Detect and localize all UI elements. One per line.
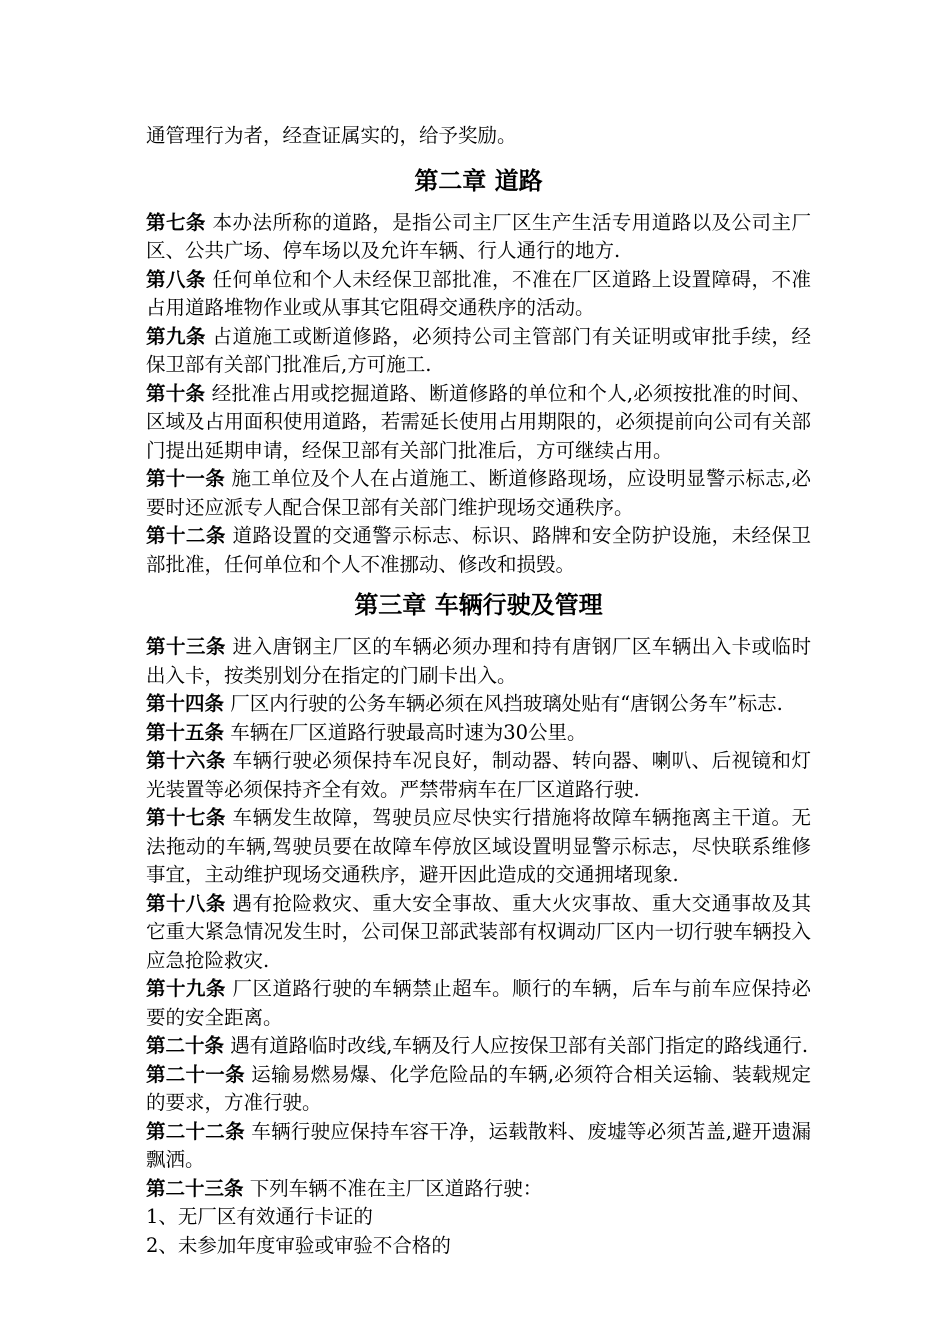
article-text: 本办法所称的道路，是指公司主厂区生产生活专用道路以及公司主厂区、公共广场、停车场以及允许车辆、行人通行的地方. — [146, 210, 811, 262]
article-10 — [146, 380, 811, 466]
article-9 — [146, 323, 811, 380]
article-label: 第二十二条 — [146, 1119, 245, 1143]
article-label: 第十三条 — [146, 635, 226, 658]
article-label: 第二十条 — [146, 1034, 225, 1057]
article-text: 车辆发生故障，驾驶员应尽快实行措施将故障车辆拖离主干道。无法拖动的车辆,驾驶员要在故障车停放区域设置明显警示标志，尽快联系维修事宜，主动维护现场交通秩序，避开因此造成的交通拥堵现象. — [146, 806, 811, 886]
article-label: 第十七条 — [146, 806, 226, 829]
list-item: 1、无厂区有效通行卡证的 — [146, 1205, 373, 1228]
article-text: 下列车辆不准在主厂区道路行驶： — [243, 1176, 543, 1200]
article-text: 车辆行驶应保持车容干净，运载散料、废墟等必须苫盖,避开遗漏飘洒。 — [146, 1119, 811, 1171]
article-label: 第九条 — [146, 324, 206, 348]
article-text: 厂区内行驶的公务车辆必须在风挡玻璃处贴有“唐钢公务车”标志. — [224, 692, 783, 715]
intro-text: 通管理行为者，经查证属实的，给予奖励。 — [146, 124, 517, 147]
article-label: 第十八条 — [146, 891, 226, 915]
article-label: 第十四条 — [146, 692, 225, 715]
article-text: 车辆行驶必须保持车况良好，制动器、转向器、喇叭、后视镜和灯光装置等必须保持齐全有效。严禁带病车在厂区道路行驶. — [146, 749, 811, 801]
article-label: 第十六条 — [146, 749, 226, 772]
article-18 — [146, 890, 811, 976]
article-text: 厂区道路行驶的车辆禁止超车。顺行的车辆，后车与前车应保持必要的安全距离。 — [146, 977, 811, 1029]
article-label: 第十一条 — [146, 467, 226, 490]
article-label: 第七条 — [146, 210, 206, 234]
article-22 — [146, 1118, 811, 1175]
article-label: 第八条 — [146, 267, 206, 291]
article-label: 第十五条 — [146, 720, 225, 744]
article-14 — [146, 690, 811, 719]
article-20 — [146, 1032, 811, 1061]
article-label: 第十二条 — [146, 524, 226, 547]
article-text: 道路设置的交通警示标志、标识、路牌和安全防护设施，未经保卫部批准，任何单位和个人不准挪动、修改和损毁。 — [146, 524, 811, 576]
article-label: 第二十三条 — [146, 1176, 244, 1200]
article-17 — [146, 804, 811, 890]
article-11 — [146, 465, 811, 522]
chapter-two-heading: 第二章 道路 — [414, 166, 543, 195]
article-text: 车辆在厂区道路行驶最高时速为30公里。 — [224, 720, 587, 744]
article-19 — [146, 975, 811, 1032]
article-13 — [146, 633, 811, 690]
article-21 — [146, 1061, 811, 1118]
article-text: 施工单位及个人在占道施工、断道修路现场，应设明显警示标志,必要时还应派专人配合保卫部有关部门维护现场交通秩序。 — [146, 467, 811, 519]
article-text: 经批准占用或挖掘道路、断道修路的单位和个人,必须按批准的时间、区域及占用面积使用道路，若需延长使用占用期限的，必须提前向公司有关部门提出延期申请，经保卫部有关部门批准后，方可继续占用。 — [146, 381, 811, 462]
chapter-three-heading: 第三章 车辆行驶及管理 — [354, 591, 603, 619]
article-8 — [146, 266, 811, 323]
article-label: 第二十一条 — [146, 1062, 245, 1086]
article-7 — [146, 209, 811, 266]
article-label: 第十条 — [146, 381, 206, 405]
article-15 — [146, 719, 811, 748]
document-body — [146, 122, 811, 1260]
article-text: 占道施工或断道修路，必须持公司主管部门有关证明或审批手续，经保卫部有关部门批准后,方可施工. — [146, 324, 811, 376]
article-text: 任何单位和个人未经保卫部批准，不准在厂区道路上设置障碍，不准占用道路堆物作业或从事其它阻碍交通秩序的活动。 — [146, 267, 811, 319]
article-text: 遇有抢险救灾、重大安全事故、重大火灾事故、重大交通事故及其它重大紧急情况发生时，公司保卫部武装部有权调动厂区内一切行驶车辆投入应急抢险救灾. — [146, 891, 811, 972]
article-12 — [146, 522, 811, 579]
list-item: 2、未参加年度审验或审验不合格的 — [146, 1233, 451, 1257]
article-23 — [146, 1175, 811, 1204]
article-16 — [146, 747, 811, 804]
article-text: 运输易燃易爆、化学危险品的车辆,必须符合相关运输、装载规定的要求，方准行驶。 — [146, 1062, 811, 1114]
article-text: 遇有道路临时改线,车辆及行人应按保卫部有关部门指定的路线通行. — [224, 1034, 809, 1057]
article-text: 进入唐钢主厂区的车辆必须办理和持有唐钢厂区车辆出入卡或临时出入卡，按类别划分在指定的门刷卡出入。 — [146, 635, 811, 687]
article-label: 第十九条 — [146, 977, 226, 1000]
